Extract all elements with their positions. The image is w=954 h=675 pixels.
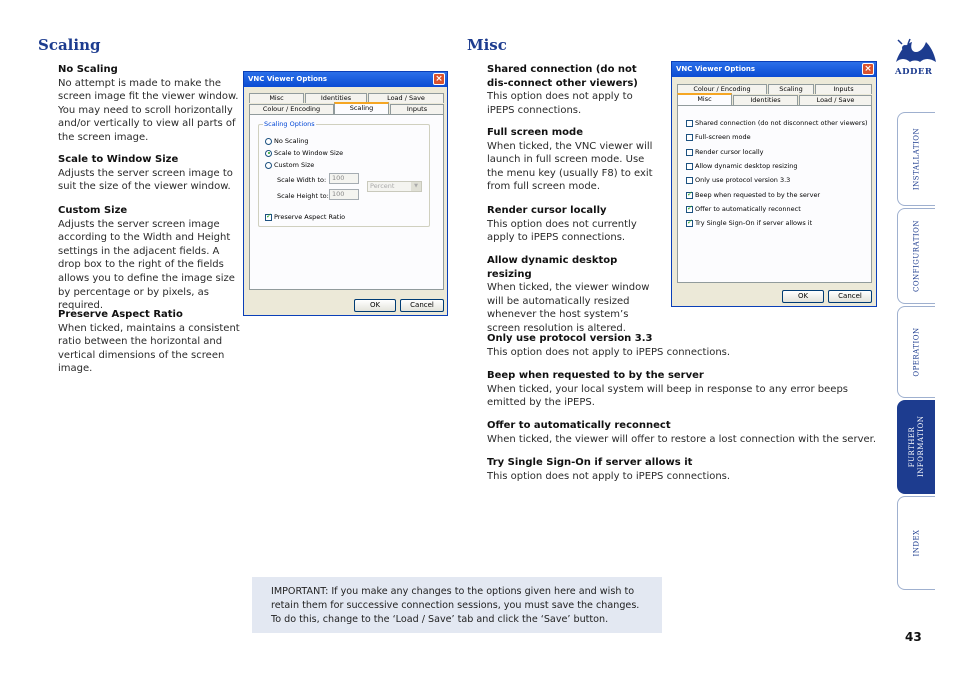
- checkbox-icon: [686, 134, 693, 141]
- ok-button[interactable]: OK: [782, 290, 824, 303]
- page-number: 43: [905, 630, 922, 644]
- checkbox-icon: [686, 149, 693, 156]
- checkbox-icon: [686, 177, 693, 184]
- tab-panel: [249, 114, 444, 290]
- checkbox-shared-connection[interactable]: [686, 119, 868, 128]
- group-label: Scaling Options: [264, 120, 315, 128]
- chevron-down-icon: ▼: [411, 182, 421, 191]
- option-label: Render cursor locally: [695, 148, 764, 156]
- entry-body: When ticked, the viewer will offer to restore a lost connection with the server.: [487, 433, 877, 445]
- option-label: Allow dynamic desktop resizing: [695, 162, 798, 170]
- option-label: Preserve Aspect Ratio: [274, 213, 346, 221]
- entry-protocol-33: [487, 332, 877, 359]
- width-field[interactable]: 100: [329, 173, 359, 184]
- unit-select[interactable]: [367, 181, 422, 192]
- side-tab-index[interactable]: [897, 496, 935, 590]
- option-label: Try Single Sign-On if server allows it: [695, 219, 813, 227]
- entry-single-sign-on: [487, 456, 879, 483]
- entry-body: When ticked, the viewer window will be automatically resized whenever the host system’s screen resolution is altered.: [487, 282, 650, 334]
- dialog-title-bar[interactable]: [672, 62, 876, 77]
- checkbox-icon: [686, 163, 693, 170]
- entry-heading: Beep when requested to by the server: [487, 370, 704, 381]
- checkbox-icon: [686, 192, 693, 199]
- side-tab-further-information[interactable]: [897, 400, 935, 494]
- height-field[interactable]: 100: [329, 189, 359, 200]
- checkbox-beep[interactable]: [686, 191, 820, 200]
- entry-heading: No Scaling: [58, 64, 118, 75]
- radio-no-scaling[interactable]: [265, 137, 308, 146]
- entry-body: Adjusts the server screen image according to the Width and Height settings in the adjacent fields. A drop box to the right of the fields allows you to define the image size by percentage or by pixels, as required.: [58, 218, 235, 312]
- entry-render-cursor: [487, 204, 665, 245]
- checkbox-preserve-aspect[interactable]: [265, 213, 345, 222]
- entry-shared-connection: [487, 63, 659, 117]
- tab-identities[interactable]: Identities: [733, 95, 798, 105]
- entry-body: This option does not apply to iPEPS connections.: [487, 91, 633, 116]
- checkbox-icon: [686, 206, 693, 213]
- entry-heading: Full screen mode: [487, 127, 583, 138]
- dialog-title-bar[interactable]: [244, 72, 447, 87]
- tab-load-save[interactable]: Load / Save: [368, 93, 444, 103]
- side-tab-operation[interactable]: [897, 306, 935, 398]
- entry-no-scaling: [58, 63, 240, 145]
- tab-scaling[interactable]: Scaling: [334, 102, 389, 114]
- radio-icon: [265, 162, 272, 169]
- checkbox-auto-reconnect[interactable]: [686, 205, 801, 214]
- side-tab-installation[interactable]: [897, 112, 935, 206]
- entry-beep: [487, 369, 879, 410]
- checkbox-dynamic-resizing[interactable]: [686, 162, 797, 171]
- entry-heading: Allow dynamic desktop resizing: [487, 255, 618, 280]
- checkbox-icon: [686, 120, 693, 127]
- entry-body: This option does not apply to iPEPS connections.: [487, 470, 731, 482]
- vnc-options-dialog-misc: [671, 61, 877, 307]
- ok-button[interactable]: OK: [354, 299, 396, 312]
- entry-heading: Only use protocol version 3.3: [487, 333, 653, 344]
- checkbox-single-sign-on[interactable]: [686, 219, 812, 228]
- entry-dynamic-resizing: [487, 254, 662, 336]
- entry-body: This option does not currently apply to iPEPS connections.: [487, 218, 637, 244]
- checkbox-render-cursor[interactable]: [686, 148, 763, 157]
- tab-panel: [677, 105, 872, 283]
- checkbox-icon: [686, 220, 693, 227]
- entry-scale-to-window: [58, 153, 240, 194]
- side-tab-label: INDEX: [912, 529, 920, 557]
- option-label: Only use protocol version 3.3: [695, 176, 791, 184]
- entry-heading: Custom Size: [58, 205, 128, 216]
- option-label: Offer to automatically reconnect: [695, 205, 801, 213]
- entry-full-screen: [487, 126, 662, 194]
- tab-colour-encoding[interactable]: Colour / Encoding: [677, 84, 767, 94]
- option-label: No Scaling: [274, 137, 309, 145]
- option-label: Shared connection (do not disconnect other viewers): [695, 119, 868, 127]
- tab-misc[interactable]: Misc: [249, 93, 304, 103]
- entry-body: When ticked, maintains a consistent ratio between the horizontal and vertical dimensions of the screen image.: [58, 322, 240, 375]
- dialog-title: VNC Viewer Options: [676, 65, 756, 73]
- radio-custom-size[interactable]: [265, 161, 314, 170]
- scaling-options-group: [258, 120, 430, 227]
- checkbox-protocol-33[interactable]: [686, 176, 790, 185]
- vnc-options-dialog-scaling: [243, 71, 448, 316]
- option-label: Custom Size: [274, 161, 315, 169]
- tab-inputs[interactable]: Inputs: [815, 84, 872, 94]
- tab-misc[interactable]: Misc: [677, 93, 732, 105]
- tab-inputs[interactable]: Inputs: [390, 104, 444, 114]
- entry-auto-reconnect: [487, 419, 879, 446]
- tab-scaling[interactable]: Scaling: [768, 84, 814, 94]
- entry-body: Adjusts the server screen image to suit the size of the viewer window.: [58, 167, 233, 193]
- side-tab-label: INSTALLATION: [912, 127, 920, 191]
- tab-identities[interactable]: Identities: [305, 93, 367, 103]
- entry-body: When ticked, your local system will beep in response to any error beeps emitted by the iPEPS.: [487, 383, 849, 409]
- entry-body: This option does not apply to iPEPS connections.: [487, 346, 731, 358]
- option-label: Full-screen mode: [695, 133, 751, 141]
- scaling-title: Scaling: [38, 36, 101, 54]
- close-icon[interactable]: ×: [862, 63, 874, 75]
- side-tab-configuration[interactable]: [897, 208, 935, 304]
- unit-value: Percent: [370, 182, 395, 190]
- height-label: Scale Height to:: [277, 192, 329, 200]
- entry-heading: Preserve Aspect Ratio: [58, 309, 183, 320]
- entry-body: No attempt is made to make the screen image fit the viewer window. You may need to scroll horizontally and/or vertically to view all parts of the screen image.: [58, 77, 239, 143]
- side-tab-label: OPERATION: [912, 327, 920, 377]
- entry-heading: Shared connection (do not dis-connect other viewers): [487, 64, 638, 89]
- cancel-button[interactable]: Cancel: [828, 290, 872, 303]
- entry-body: When ticked, the VNC viewer will launch in full screen mode. Use the menu key (usually F8) to exit from full screen mode.: [487, 140, 653, 193]
- checkbox-full-screen[interactable]: [686, 133, 751, 142]
- radio-scale-to-window[interactable]: [265, 149, 343, 158]
- entry-heading: Scale to Window Size: [58, 154, 179, 165]
- checkbox-icon: [265, 214, 272, 221]
- side-tab-label: CONFIGURATION: [912, 219, 920, 293]
- entry-heading: Render cursor locally: [487, 205, 607, 216]
- radio-icon: [265, 138, 272, 145]
- tab-colour-encoding[interactable]: Colour / Encoding: [249, 104, 334, 114]
- important-note: IMPORTANT: If you make any changes to the options given here and wish to retain them for successive connection sessions, you must save the changes. To do this, change to the ‘Load / Save’ tab and click the ‘Save’ button.: [252, 577, 662, 633]
- width-label: Scale Width to:: [277, 176, 327, 184]
- misc-title: Misc: [467, 36, 507, 54]
- option-label: Scale to Window Size: [274, 149, 344, 157]
- entry-preserve-aspect: [58, 308, 240, 376]
- side-tab-label: FURTHER INFORMATION: [907, 415, 925, 477]
- adder-logo-icon: [890, 38, 940, 68]
- adder-logo: [890, 38, 940, 78]
- entry-heading: Offer to automatically reconnect: [487, 420, 671, 431]
- tab-load-save[interactable]: Load / Save: [799, 95, 872, 105]
- cancel-button[interactable]: Cancel: [400, 299, 444, 312]
- option-label: Beep when requested to by the server: [695, 191, 821, 199]
- close-icon[interactable]: ×: [433, 73, 445, 85]
- logo-text: ADDER: [895, 67, 933, 77]
- radio-icon: [265, 150, 272, 157]
- entry-heading: Try Single Sign-On if server allows it: [487, 457, 693, 468]
- entry-custom-size: [58, 204, 240, 313]
- dialog-title: VNC Viewer Options: [248, 75, 328, 83]
